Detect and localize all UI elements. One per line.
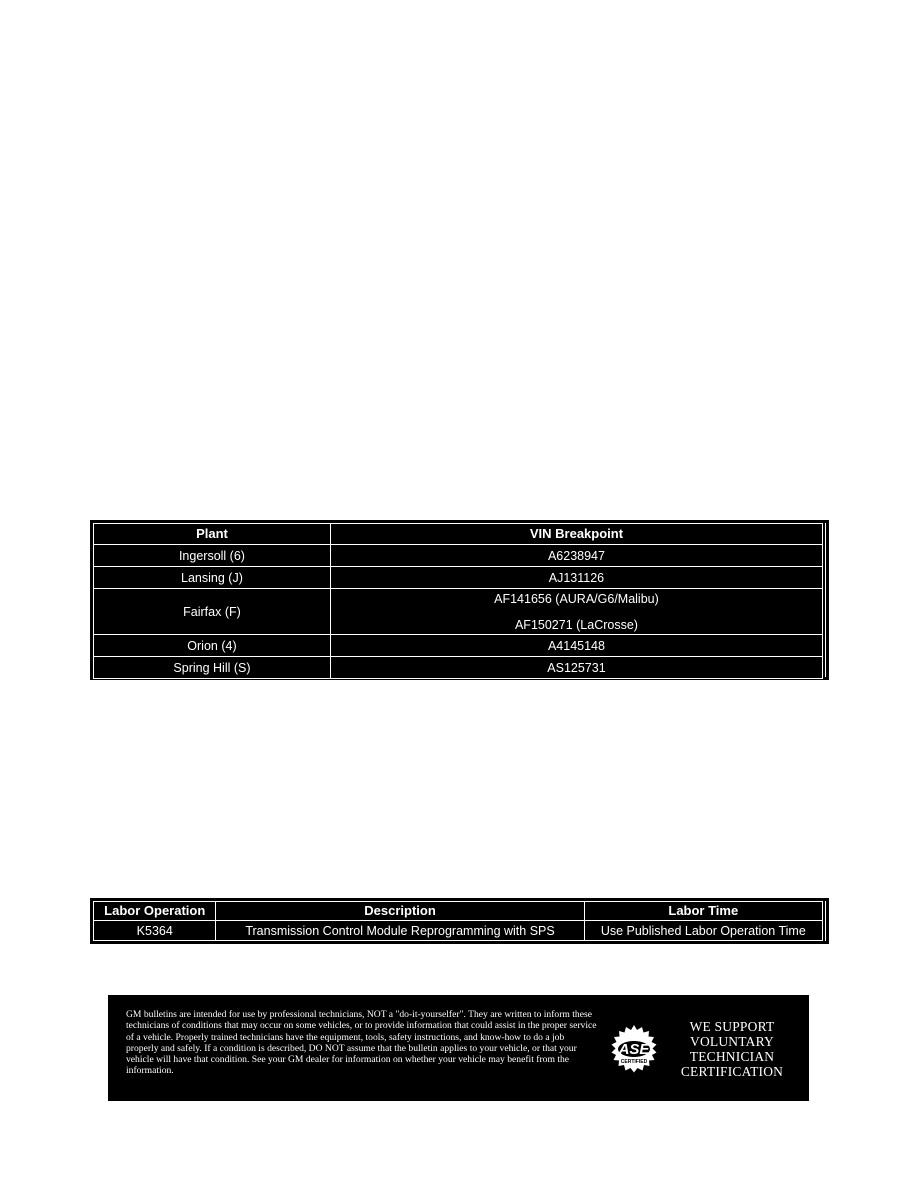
support-line: CERTIFICATION xyxy=(680,1064,784,1079)
vin-breakpoint-table xyxy=(90,520,829,680)
vin-line: AF141656 (AURA/G6/Malibu) xyxy=(494,591,659,606)
table-row xyxy=(94,589,823,635)
ase-logo-subtext: CERTIFIED xyxy=(620,1059,648,1065)
ase-certified-seal-icon xyxy=(608,1024,660,1076)
support-line: VOLUNTARY xyxy=(690,1034,774,1049)
table-row xyxy=(94,635,823,657)
vin-line: AF150271 (LaCrosse) xyxy=(514,617,638,632)
labor-operation-cell: K5364 xyxy=(94,921,216,941)
vin-cell xyxy=(330,589,822,635)
table-row xyxy=(94,657,823,679)
plant-cell: Lansing (J) xyxy=(94,567,331,589)
table-row xyxy=(94,567,823,589)
ase-logo-text: ASE xyxy=(618,1041,650,1058)
plant-cell: Spring Hill (S) xyxy=(94,657,331,679)
labor-operation-table xyxy=(90,898,829,944)
vin-cell: AJ131126 xyxy=(330,567,822,589)
disclaimer-banner xyxy=(108,995,809,1101)
plant-cell: Ingersoll (6) xyxy=(94,545,331,567)
header-plant: Plant xyxy=(94,524,331,545)
header-labor-time: Labor Time xyxy=(584,902,822,921)
support-line: TECHNICIAN xyxy=(689,1049,775,1064)
vin-cell: A6238947 xyxy=(330,545,822,567)
labor-time-cell: Use Published Labor Operation Time xyxy=(584,921,822,941)
disclaimer-text: GM bulletins are intended for use by professional technicians, NOT a "do-it-yourselfer". They are written to inform these technicians of conditions that may occur on some vehicles, or to provide information that could assist in the proper service of a vehicle. Properly trained technicians have the equipment, tools, safety instructions, and know-how to do a job properly and safely. If a condition is described, DO NOT assume that the bulletin applies to your vehicle, or that your vehicle will have that condition. See your GM dealer for information on whether your vehicle may benefit from the information. xyxy=(126,1009,597,1077)
header-labor-operation: Labor Operation xyxy=(94,902,216,921)
header-vin-breakpoint: VIN Breakpoint xyxy=(330,524,822,545)
support-line: WE SUPPORT xyxy=(689,1019,775,1034)
plant-cell: Orion (4) xyxy=(94,635,331,657)
vin-cell: A4145148 xyxy=(330,635,822,657)
header-description: Description xyxy=(216,902,584,921)
vin-cell: AS125731 xyxy=(330,657,822,679)
description-cell: Transmission Control Module Reprogramming with SPS xyxy=(216,921,584,941)
voluntary-certification-text xyxy=(674,1019,790,1079)
table-row xyxy=(94,921,823,941)
table-row xyxy=(94,545,823,567)
plant-cell: Fairfax (F) xyxy=(94,589,331,635)
